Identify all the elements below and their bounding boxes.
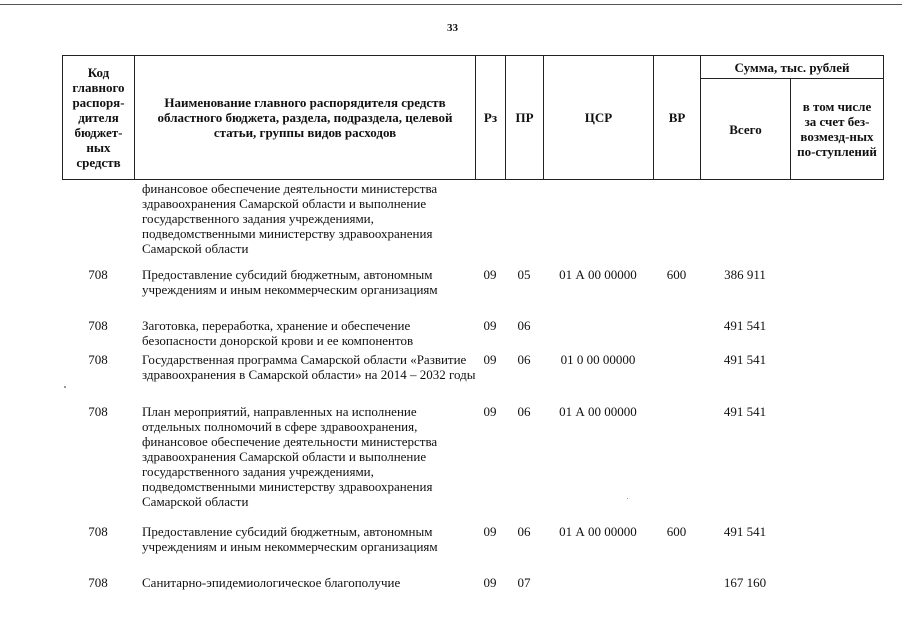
page-top-edge (0, 0, 902, 5)
row-pr: 06 (517, 524, 531, 539)
row-pr: 06 (517, 352, 531, 367)
row-total: 491 541 (723, 404, 767, 419)
row-rz: 09 (483, 404, 497, 419)
row-csr: 01 А 00 00000 (559, 404, 637, 419)
page-number: 33 (447, 22, 458, 34)
row-csr: 01 0 00 00000 (560, 352, 636, 367)
row-vr: 600 (666, 267, 687, 282)
row-code: 708 (88, 524, 108, 539)
row-code: 708 (88, 575, 108, 590)
row-csr: 01 А 00 00000 (559, 524, 637, 539)
header-rz: Рз (475, 55, 506, 180)
row-name: Предоставление субсидий бюджетным, автономным учреждениям и иным некоммерческим организациям (142, 267, 438, 297)
row-name: финансовое обеспечение деятельности министерства здравоохранения Самарской области и выполнение государственного задания учреждениями, подведомственными министерству здравоохранения Самарской области (142, 181, 438, 256)
header-total: Всего (700, 78, 791, 180)
row-name: Санитарно-эпидемиологическое благополучие (142, 575, 401, 590)
row-rz: 09 (483, 267, 497, 282)
scan-speck (627, 498, 628, 499)
header-name: Наименование главного распорядителя средств областного бюджета, раздела, подраздела, целевой статьи, группы видов расходов (134, 55, 476, 180)
header-sum-group: Сумма, тыс. рублей (700, 55, 884, 79)
header-code: Код главного распоря-дителя бюджет-ных средств (62, 55, 135, 180)
row-vr: 600 (666, 524, 687, 539)
row-total: 491 541 (723, 524, 767, 539)
row-pr: 06 (517, 318, 531, 333)
row-code: 708 (88, 404, 108, 419)
row-csr: 01 А 00 00000 (559, 267, 637, 282)
header-csr: ЦСР (543, 55, 654, 180)
row-name: Предоставление субсидий бюджетным, автономным учреждениям и иным некоммерческим организациям (142, 524, 438, 554)
row-pr: 06 (517, 404, 531, 419)
row-code: 708 (88, 267, 108, 282)
row-code: 708 (88, 318, 108, 333)
row-code: 708 (88, 352, 108, 367)
row-name: План мероприятий, направленных на исполнение отдельных полномочий в сфере здравоохранения, финансовое обеспечение деятельности министерства здравоохранения Самарской области и выполнение государственного задания учреждениями, подведомственными министерству здравоохранения Самарской области (142, 404, 438, 509)
row-total: 491 541 (723, 352, 767, 367)
row-pr: 07 (517, 575, 531, 590)
header-pr: ПР (505, 55, 544, 180)
row-rz: 09 (483, 318, 497, 333)
row-rz: 09 (483, 524, 497, 539)
header-vr: ВР (653, 55, 701, 180)
row-rz: 09 (483, 575, 497, 590)
row-name: Заготовка, переработка, хранение и обеспечение безопасности донорской крови и ее компонентов (142, 318, 414, 348)
row-pr: 05 (517, 267, 531, 282)
row-rz: 09 (483, 352, 497, 367)
row-total: 167 160 (723, 575, 767, 590)
scan-speck (64, 386, 66, 388)
row-name: Государственная программа Самарской области «Развитие здравоохранения в Самарской области» на 2014 – 2032 годы (142, 352, 476, 382)
row-total: 386 911 (724, 267, 766, 282)
row-total: 491 541 (723, 318, 767, 333)
header-incl: в том числе за счет без-возмезд-ных по-ступлений (790, 78, 884, 180)
